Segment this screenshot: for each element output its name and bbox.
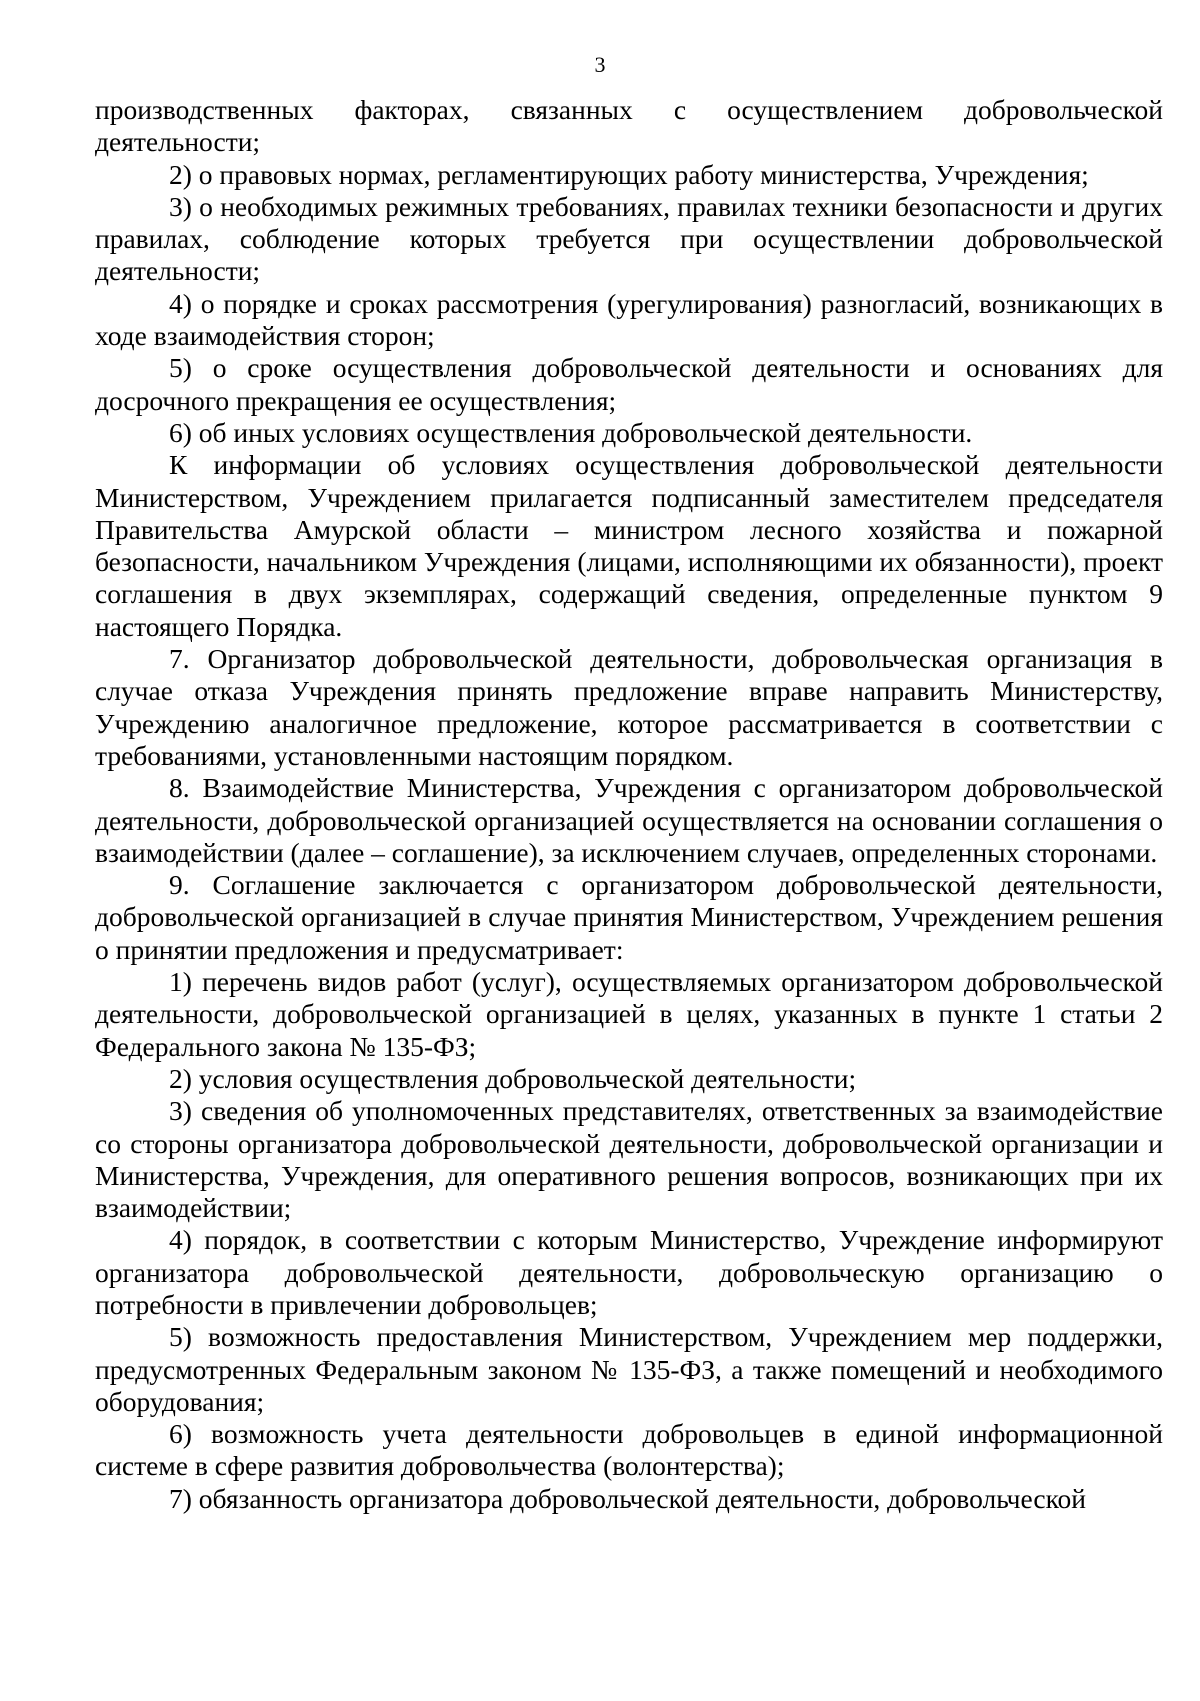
- paragraph-clause-9-item-6: 6) возможность учета деятельности добровольцев в единой информационной системе в сфере развития добровольчества (волонтерства);: [95, 1418, 1163, 1482]
- paragraph-item-4: 4) о порядке и сроках рассмотрения (урегулирования) разногласий, возникающих в ходе взаимодействия сторон;: [95, 287, 1163, 352]
- page-number: 3: [594, 52, 606, 77]
- paragraph-clause-7: 7. Организатор добровольческой деятельности, добровольческая организация в случае отказа Учреждения принять предложение вправе направить Министерству, Учреждению аналогичное предложение, которое рассматривается в соответствии с требованиями, установленными настоящим порядком.: [95, 643, 1163, 771]
- paragraph-item-6: 6) об иных условиях осуществления добровольческой деятельности.: [169, 416, 973, 448]
- paragraph-clause-9-item-2: 2) условия осуществления добровольческой деятельности;: [169, 1062, 857, 1094]
- paragraph-clause-9-item-5: 5) возможность предоставления Министерством, Учреждением мер поддержки, предусмотренных Федеральным законом № 135-ФЗ, а также помещений и необходимого оборудования;: [95, 1321, 1163, 1417]
- paragraph-clause-9-item-1: 1) перечень видов работ (услуг), осуществляемых организатором добровольческой деятельности, добровольческой организацией в целях, указанных в пункте 1 статьи 2 Федерального закона № 135-ФЗ;: [95, 966, 1163, 1062]
- paragraph-attachment-info: К информации об условиях осуществления добровольческой деятельности Министерством, Учреждением прилагается подписанный заместителем председателя Правительства Амурской области – министром лесного хозяйства и пожарной безопасности, начальником Учреждения (лицами, исполняющими их обязанности), проект соглашения в двух экземплярах, содержащий сведения, определенные пунктом 9 настоящего Порядка.: [95, 449, 1163, 642]
- paragraph-continuation: производственных факторах, связанных с осуществлением добровольческой деятельности;: [95, 94, 1163, 158]
- paragraph-clause-9-item-4: 4) порядок, в соответствии с которым Министерство, Учреждение информируют организатора добровольческой деятельности, добровольческую организацию о потребности в привлечении добровольцев;: [95, 1224, 1163, 1320]
- paragraph-item-2: 2) о правовых нормах, регламентирующих работу министерства, Учреждения;: [169, 158, 1089, 190]
- paragraph-item-3: 3) о необходимых режимных требованиях, правилах техники безопасности и других правилах, соблюдение которых требуется при осуществлении добровольческой деятельности;: [95, 190, 1163, 287]
- paragraph-clause-9-item-7: 7) обязанность организатора добровольческой деятельности, добровольческой: [169, 1482, 1087, 1514]
- document-body: [95, 94, 1163, 1515]
- paragraph-clause-9-item-3: 3) сведения об уполномоченных представителях, ответственных за взаимодействие со стороны организатора добровольческой деятельности, добровольческой организации и Министерства, Учреждения, для оперативного решения вопросов, возникающих при их взаимодействии;: [95, 1095, 1163, 1224]
- paragraph-item-5: 5) о сроке осуществления добровольческой деятельности и основаниях для досрочного прекращения ее осуществления;: [95, 352, 1163, 416]
- paragraph-clause-9: 9. Соглашение заключается с организатором добровольческой деятельности, добровольческой организацией в случае принятия Министерством, Учреждением решения о принятии предложения и предусматривает:: [95, 869, 1163, 965]
- paragraph-clause-8: 8. Взаимодействие Министерства, Учреждения с организатором добровольческой деятельности, добровольческой организацией осуществляется на основании соглашения о взаимодействии (далее – соглашение), за исключением случаев, определенных сторонами.: [95, 772, 1163, 868]
